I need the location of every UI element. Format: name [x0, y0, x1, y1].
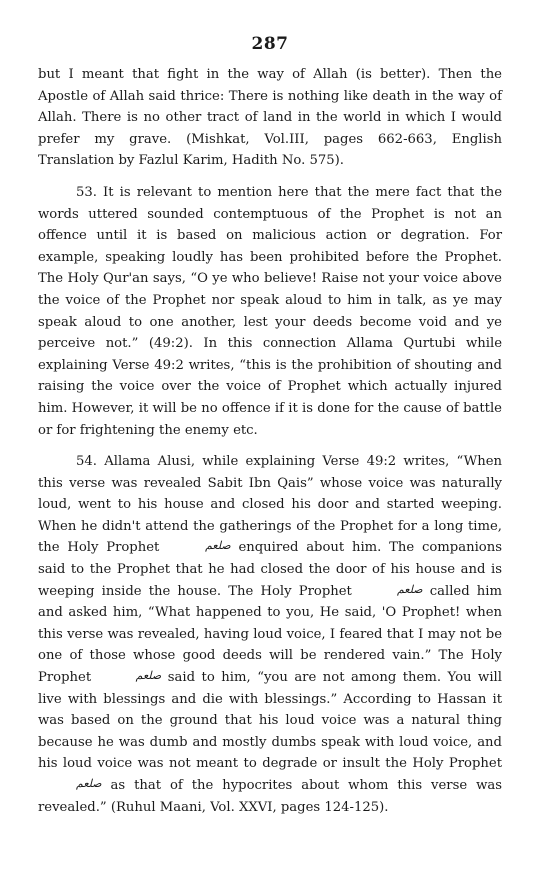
paragraph-text: as that of the hypocrites about whom this verse was revealed.” (Ruhul Maani, Vol. XXVI, pages 124-125). [38, 778, 502, 815]
page-number: 287 [251, 34, 289, 54]
paragraph-text: 54. Allama Alusi, while explaining Verse 49:2 writes, “When this verse was revealed Sabit Ibn Qais” whose voice was naturally loud, went to his house and closed his door and started weeping. When he didn't attend the gatherings of the Prophet for a long time, the Holy Prophet [38, 454, 502, 556]
paragraph-54 [38, 451, 502, 818]
document-page [38, 0, 502, 818]
paragraph-text: called him and asked him, “What happened to you, He said, 'O Prophet! when this verse was revealed, having loud voice, I feared that I may not be one of those whose good deeds will be rendered vain.” The Holy Prophet [38, 583, 502, 686]
paragraph-text: enquired about him. The companions said to the Prophet that he had closed the door of his house and is weeping inside the house. The Holy Prophet [38, 540, 503, 599]
paragraph-53 [38, 182, 502, 441]
paragraph-continuation [38, 64, 502, 172]
salutation-glyph: صلعم [205, 539, 231, 553]
salutation-glyph: صلعم [396, 582, 423, 596]
paragraph-text: said to him, “you are not among them. You will live with blessings and die with blessings.” According to Hassan it was based on the ground that his loud voice was a natural thing because he was dumb and mostly dumbs speak with loud voice, and his loud voice was not meant to degrade or insult the Holy Prophet [38, 670, 502, 772]
paragraph-text: 53. It is relevant to mention here that the mere fact that the words uttered sounded contemptuous of the Prophet is not an offence until it is based on malicious action or degration. For example, speaking loudly has been prohibited before the Prophet. The Holy Qur'an says, “O ye who believe! Raise not your voice above the voice of the Prophet nor speak aloud to him in talk, as ye may speak aloud to one another, lest your deeds become void and ye perceive not.” (49:2). In this connection Allama Qurtubi while explaining Verse 49:2 writes, “this is the prohibition of shouting and raising the voice over the voice of Prophet which actually injured him. However, it will be no offence if it is done for the cause of battle or for frightening the enemy etc. [38, 184, 502, 438]
paragraph-text: but I meant that fight in the way of Allah (is better). Then the Apostle of Allah said thrice: There is nothing like death in the way of Allah. There is no other tract of land in the world in which I would prefer my grave. (Mishkat, Vol.III, pages 662-663, English Translation by Fazlul Karim, Hadith No. 575). [38, 67, 502, 169]
salutation-glyph: صلعم [76, 777, 102, 790]
salutation-glyph: صلعم [135, 669, 162, 683]
